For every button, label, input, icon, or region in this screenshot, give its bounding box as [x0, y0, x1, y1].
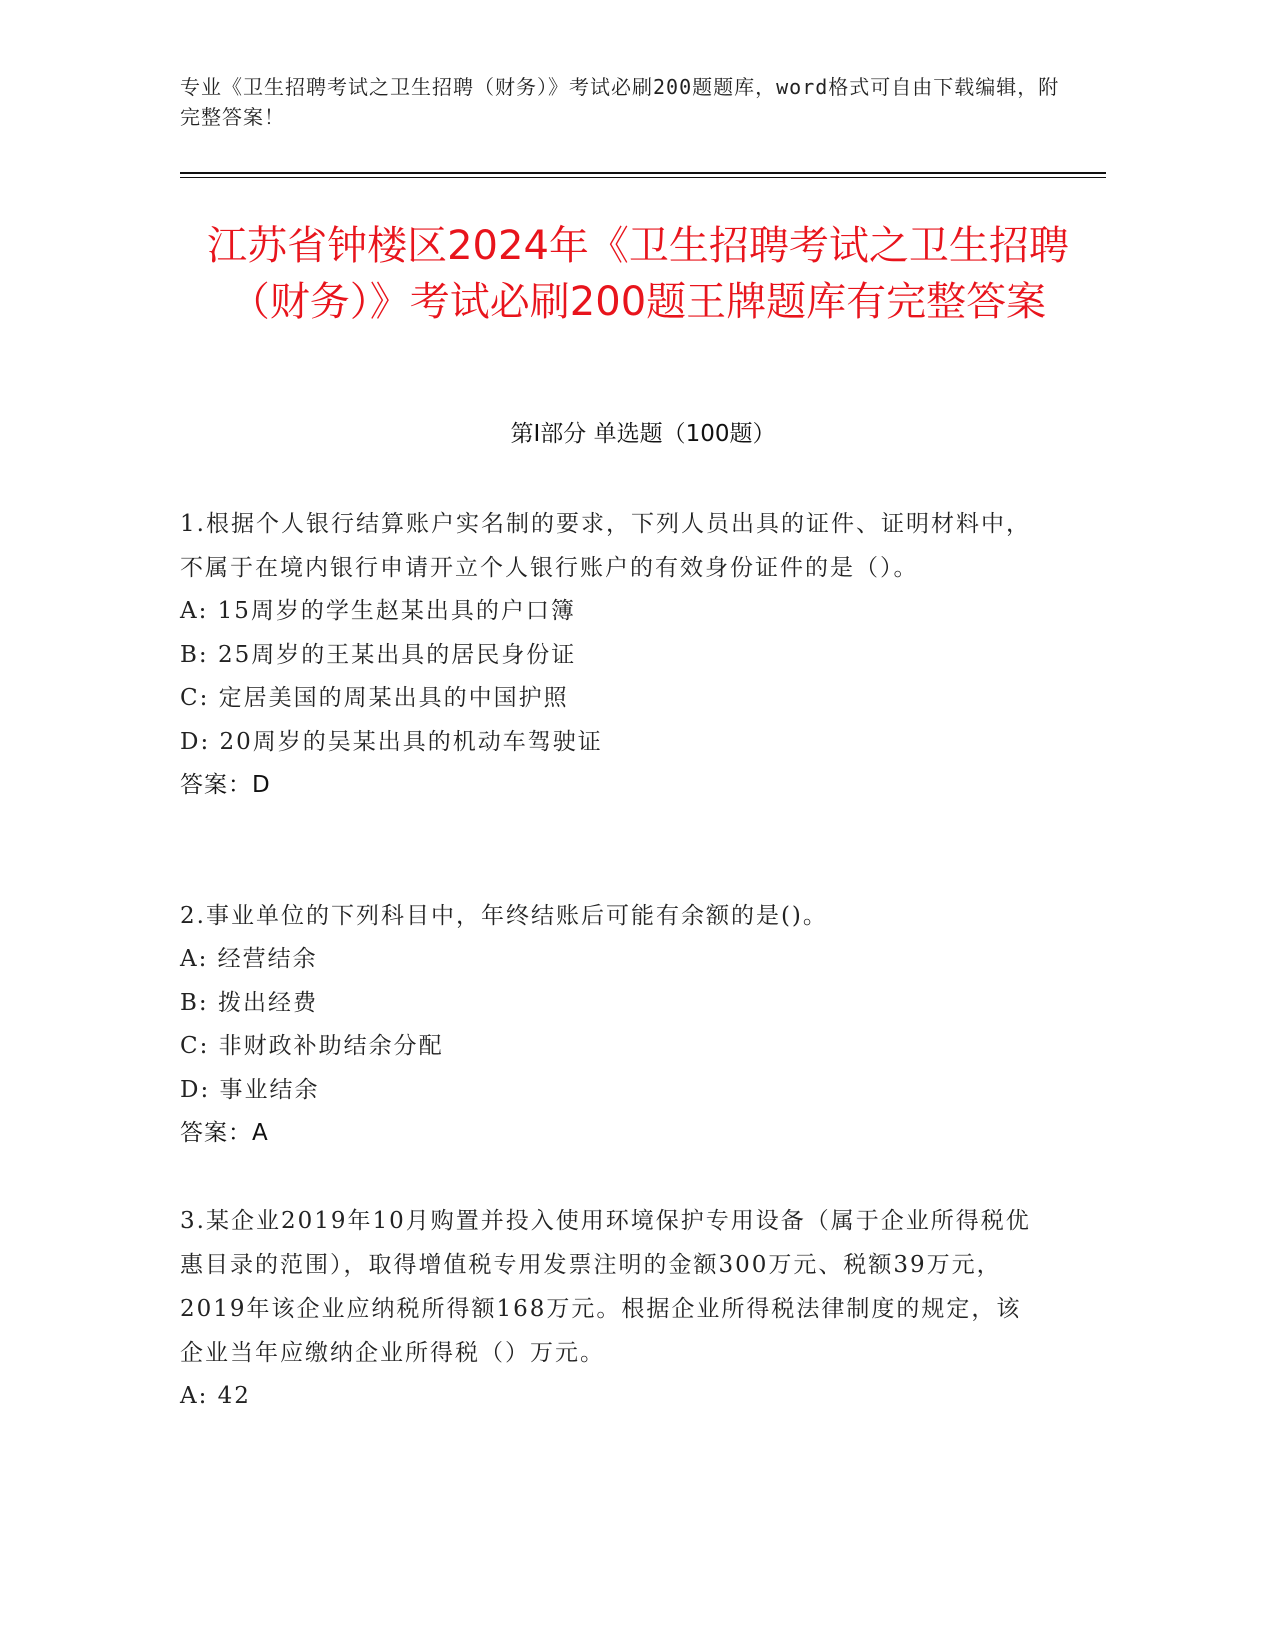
option-c: C: 非财政补助结余分配	[180, 1033, 444, 1059]
question-1	[180, 502, 1040, 808]
option-a: A: 15周岁的学生赵某出具的户口簿	[180, 598, 576, 624]
document-title: 江苏省钟楼区2024年《卫生招聘考试之卫生招聘（财务）》考试必刷200题王牌题库有完整答案	[207, 223, 1069, 325]
question-stem: 3.某企业2019年10月购置并投入使用环境保护专用设备（属于企业所得税优惠目录的范围），取得增值税专用发票注明的金额300万元、税额39万元，2019年该企业应纳税所得额168万元。根据企业所得税法律制度的规定，该企业当年应缴纳企业所得税（）万元。	[180, 1208, 1031, 1366]
answer-value: A	[252, 1120, 269, 1146]
answer-label: 答案：	[180, 772, 252, 798]
answer-line	[180, 764, 1040, 808]
option-a: A: 经营结余	[180, 946, 318, 972]
question-stem: 2.事业单位的下列科目中，年终结账后可能有余额的是()。	[180, 903, 828, 929]
header-note: 专业《卫生招聘考试之卫生招聘（财务）》考试必刷200题题库，word格式可自由下载编辑，附完整答案！	[180, 75, 1060, 129]
option-b: B: 拨出经费	[180, 989, 318, 1016]
answer-line	[180, 1112, 1040, 1156]
answer-label: 答案：	[180, 1120, 252, 1146]
answer-value: D	[252, 772, 271, 798]
header-rule-thin	[180, 177, 1106, 178]
option-d: D: 事业结余	[180, 1076, 320, 1103]
question-2	[180, 894, 1040, 1156]
option-b: B: 25周岁的王某出具的居民身份证	[180, 641, 577, 668]
option-d: D: 20周岁的吴某出具的机动车驾驶证	[180, 728, 603, 755]
section-heading: 第Ⅰ部分 单选题（100题）	[510, 421, 776, 447]
header-rule-thick	[180, 172, 1106, 174]
option-a: A: 42	[180, 1383, 251, 1409]
question-stem: 1.根据个人银行结算账户实名制的要求，下列人员出具的证件、证明材料中，不属于在境内银行申请开立个人银行账户的有效身份证件的是（）。	[180, 511, 1031, 581]
option-c: C: 定居美国的周某出具的中国护照	[180, 685, 569, 711]
question-3	[180, 1199, 1040, 1419]
